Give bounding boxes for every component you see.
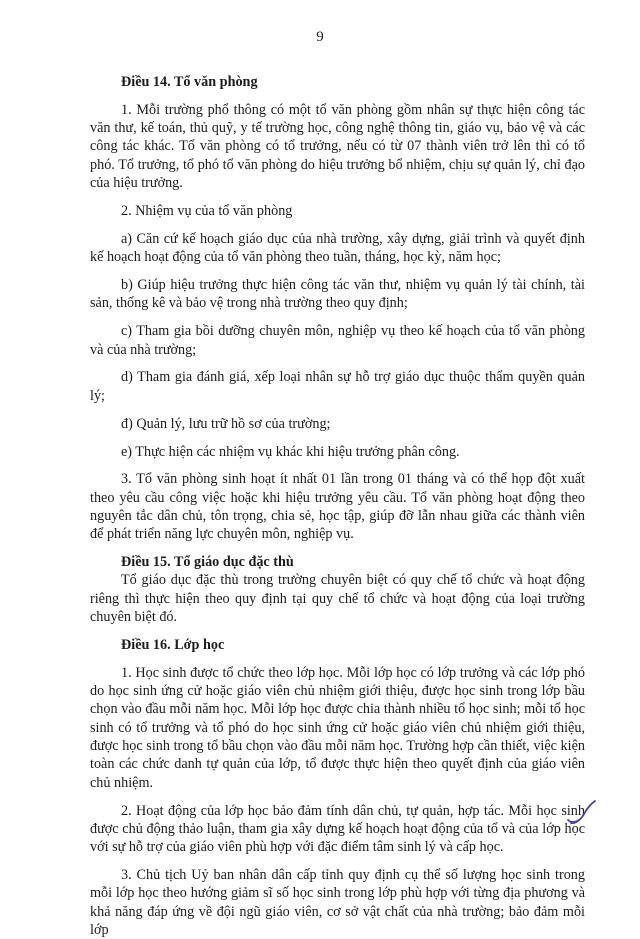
article-14-item-d: d) Tham gia đánh giá, xếp loại nhân sự hỗ trợ giáo dục thuộc thẩm quyền quản lý;: [90, 369, 585, 404]
article-14-item-e: e) Thực hiện các nhiệm vụ khác khi hiệu trưởng phân công.: [121, 443, 460, 460]
article-16-paragraph-2: 2. Hoạt động của lớp học bảo đảm tính dân chủ, tự quản, hợp tác. Mỗi học sinh được chủ động thảo luận, tham gia xây dựng kế hoạch hoạt động của tổ và của lớp học với sự hỗ trợ của giáo viên phù hợp với đặc điểm tâm sinh lý và cấp học.: [90, 802, 585, 856]
article-14-item-dd: đ) Quản lý, lưu trữ hồ sơ của trường;: [121, 415, 331, 432]
article-15-paragraph-1: Tổ giáo dục đặc thù trong trường chuyên biệt có quy chế tổ chức và hoạt động riêng thì thực hiện theo quy định tại quy chế tổ chức và hoạt động của loại trường chuyên biệt đó.: [90, 572, 585, 626]
article-14-paragraph-1: 1. Mỗi trường phổ thông có một tổ văn phòng gồm nhân sự thực hiện công tác văn thư, kế toán, thủ quỹ, y tế trường học, công nghệ thông tin, giáo vụ, bảo vệ và các công tác khác. Tổ văn phòng có tổ trưởng, nếu có từ 07 thành viên trở lên thì có tổ phó. Tổ trưởng, tổ phó tổ văn phòng do hiệu trưởng bổ nhiệm, chịu sự quản lý, chỉ đạo của hiệu trưởng.: [90, 101, 585, 192]
article-14-item-b: b) Giúp hiệu trưởng thực hiện công tác văn thư, nhiệm vụ quản lý tài chính, tài sản, thống kê và bảo vệ trong nhà trường theo quy định;: [90, 277, 585, 312]
article-14-paragraph-2: 2. Nhiệm vụ của tổ văn phòng: [121, 202, 293, 219]
document-body: [90, 73, 585, 939]
article-14-item-a: a) Căn cứ kế hoạch giáo dục của nhà trường, xây dựng, giải trình và quyết định kế hoạch hoạt động của tổ văn phòng theo tuần, tháng, học kỳ, năm học;: [90, 230, 585, 266]
article-14-item-c: c) Tham gia bồi dưỡng chuyên môn, nghiệp vụ theo kế hoạch của tổ văn phòng và của nhà trường;: [90, 323, 585, 358]
article-14-paragraph-3: 3. Tổ văn phòng sinh hoạt ít nhất 01 lần trong 01 tháng và có thể họp đột xuất theo yêu cầu công việc hoặc khi hiệu trưởng yêu cầu. Tổ văn phòng hoạt động theo nguyên tắc dân chủ, tôn trọng, chia sẻ, học tập, giúp đỡ lẫn nhau giữa các thành viên để phát triển năng lực chuyên môn, nghiệp vụ.: [90, 471, 585, 543]
article-14-heading: Điều 14. Tổ văn phòng: [121, 74, 258, 90]
page-number: 9: [316, 29, 324, 45]
article-16-paragraph-3: 3. Chủ tịch Uỷ ban nhân dân cấp tỉnh quy định cụ thể số lượng học sinh trong mỗi lớp học theo hướng giảm sĩ số học sinh trong lớp phù hợp với từng địa phương và khả năng đáp ứng về đội ngũ giáo viên, cơ sở vật chất của nhà trường; bảo đảm mỗi lớp: [90, 867, 585, 938]
article-16-paragraph-1: 1. Học sinh được tổ chức theo lớp học. Mỗi lớp học có lớp trưởng và các lớp phó do học sinh ứng cử hoặc giáo viên chủ nhiệm giới thiệu, được học sinh trong lớp bầu chọn vào đầu mỗi năm học. Mỗi lớp học được chia thành nhiều tổ học sinh; mỗi tổ học sinh có tổ trưởng và tổ phó do học sinh ứng cử hoặc giáo viên chủ nhiệm giới thiệu, được học sinh trong tổ bầu chọn vào đầu mỗi năm học. Trường hợp cần thiết, việc kiện toàn các chức danh tự quản của lớp, tổ được thực hiện theo quyết định của giáo viên chủ nhiệm.: [90, 664, 585, 791]
initial-signature-icon: [562, 798, 598, 828]
article-16-heading: Điều 16. Lớp học: [121, 636, 225, 653]
article-15-heading: Điều 15. Tổ giáo dục đặc thù: [121, 554, 294, 571]
